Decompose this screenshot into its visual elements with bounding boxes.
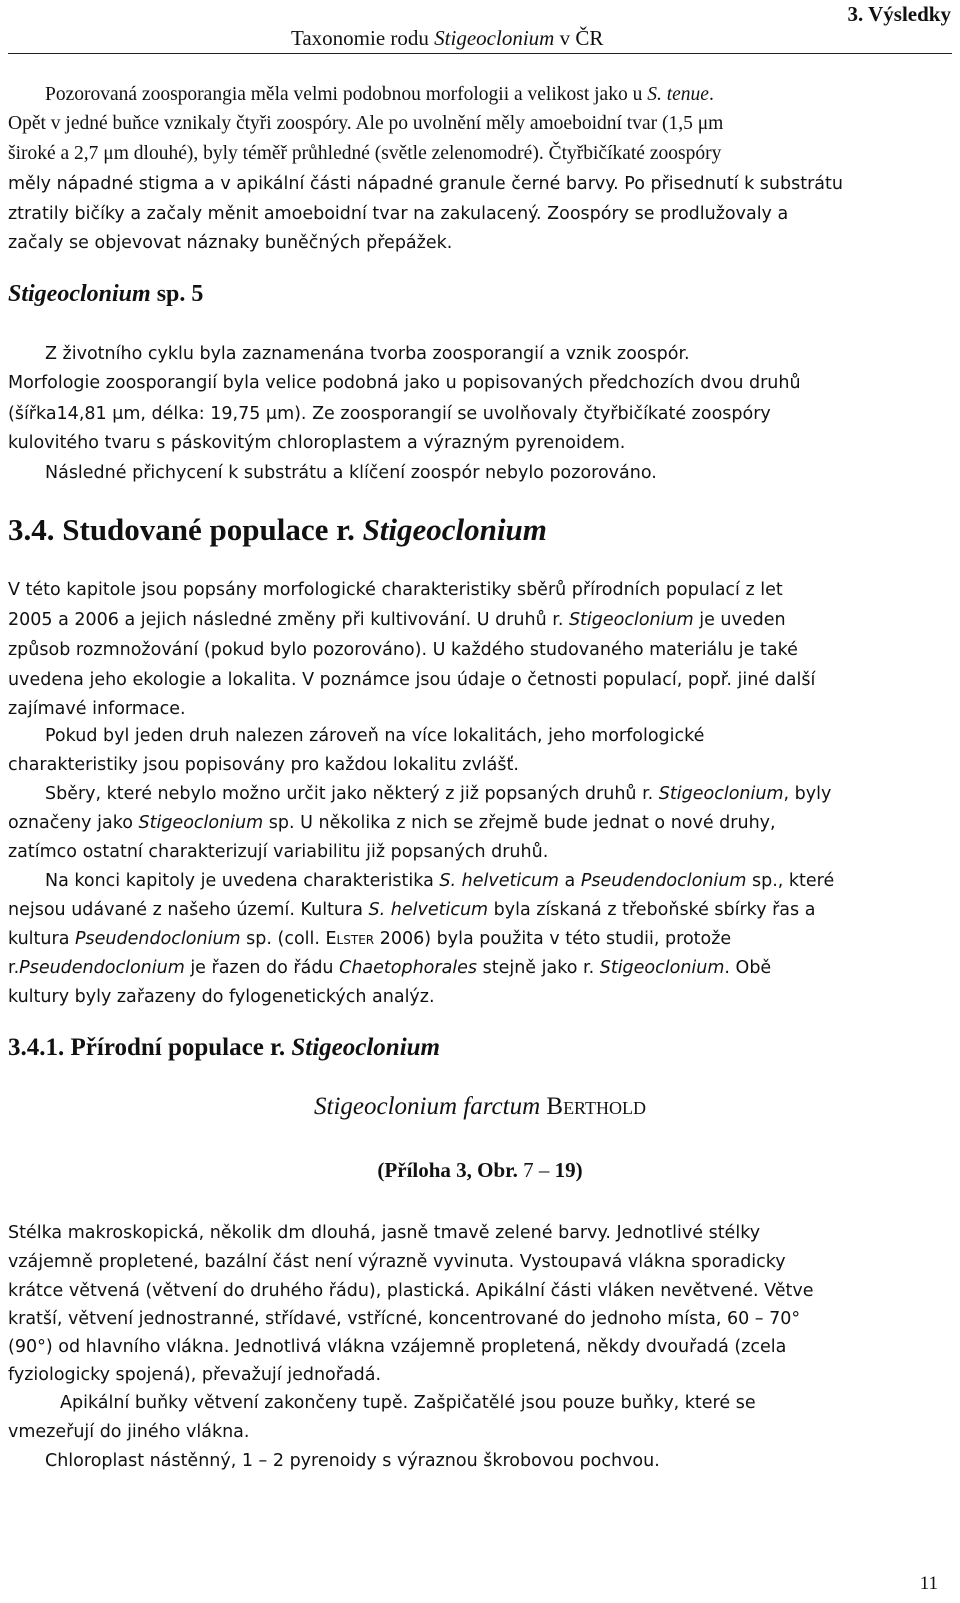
paragraph-line: zajímavé informace. [8, 699, 186, 719]
paragraph-line: kulovitého tvaru s páskovitým chloroplastem a výrazným pyrenoidem. [8, 433, 626, 453]
paragraph-line: r.Pseudendoclonium je řazen do řádu Chaetophorales stejně jako r. Stigeoclonium. Obě [8, 958, 772, 978]
paragraph-line: začaly se objevovat náznaky buněčných přepážek. [8, 233, 453, 253]
header-divider [8, 53, 952, 54]
paragraph-line: Pokud byl jeden druh nalezen zároveň na více lokalitách, jeho morfologické [45, 726, 705, 746]
species-title: Stigeoclonium farctum Berthold [314, 1093, 646, 1120]
paragraph-line: krátce větvená (větvení do druhého řádu), plastická. Apikální části vláken nevětvené. Větve [8, 1281, 814, 1301]
paragraph-line: Morfologie zoosporangií byla velice podobná jako u popisovaných předchozích dvou druhů [8, 373, 801, 393]
paragraph-line: V této kapitole jsou popsány morfologické charakteristiky sběrů přírodních populací z let [8, 580, 783, 600]
header-text: Taxonomie rodu [291, 26, 435, 50]
paragraph-line: zatímco ostatní charakterizují variabilitu již popsaných druhů. [8, 842, 549, 862]
paragraph-line: Stélka makroskopická, několik dm dlouhá, jasně tmavě zelené barvy. Jednotlivé stélky [8, 1223, 761, 1243]
paragraph-line: Z životního cyklu byla zaznamenána tvorba zoosporangií a vznik zoospór. [45, 344, 690, 364]
paragraph-line: kultury byly zařazeny do fylogenetických analýz. [8, 987, 435, 1007]
paragraph-line: nejsou udávané z našeho území. Kultura S. helveticum byla získaná z třeboňské sbírky řas a [8, 900, 816, 920]
paragraph-line: měly nápadné stigma a v apikální části nápadné granule černé barvy. Po přisednutí k substrátu [8, 174, 843, 194]
paragraph-line: Na konci kapitoly je uvedena charakteristika S. helveticum a Pseudendoclonium sp., které [45, 871, 835, 891]
paragraph-line: vmezeřují do jiného vlákna. [8, 1422, 250, 1442]
page-number: 11 [919, 1573, 938, 1594]
subsection-heading: 3.4.1. Přírodní populace r. Stigeoclonium [8, 1034, 441, 1061]
running-header-section: 3. Výsledky [847, 2, 951, 26]
paragraph-line: označeny jako Stigeoclonium sp. U několika z nich se zřejmě bude jednat o nové druhy, [8, 813, 776, 833]
paragraph-line: Chloroplast nástěnný, 1 – 2 pyrenoidy s výraznou škrobovou pochvou. [45, 1451, 660, 1471]
paragraph-line: Následné přichycení k substrátu a klíčení zoospór nebylo pozorováno. [45, 463, 657, 483]
subsection-heading: Stigeoclonium sp. 5 [8, 281, 204, 307]
paragraph-line: kultura Pseudendoclonium sp. (coll. Elster 2006) byla použita v této studii, protože [8, 929, 732, 949]
paragraph-line: uvedena jeho ekologie a lokalita. V poznámce jsou údaje o četnosti populací, popř. jiné další [8, 670, 816, 690]
header-text-end: v ČR [554, 26, 604, 50]
paragraph-line: 2005 a 2006 a jejich následné změny při kultivování. U druhů r. Stigeoclonium je uveden [8, 610, 786, 630]
paragraph-line: charakteristiky jsou popisovány pro každou lokalitu zvlášť. [8, 755, 519, 775]
paragraph-line: kratší, větvení jednostranné, střídavé, vstřícné, koncentrované do jednoho místa, 60 – 70° [8, 1309, 801, 1329]
paragraph-line: (90°) od hlavního vlákna. Jednotlivá vlákna vzájemně propletená, někdy dvouřadá (zcela [8, 1337, 787, 1357]
paragraph-line: fyziologicky spojená), převažují jednořadá. [8, 1365, 382, 1385]
paragraph-line: Sběry, které nebylo možno určit jako některý z již popsaných druhů r. Stigeoclonium, byly [45, 784, 832, 804]
paragraph-line: vzájemně propletené, bazální část není výrazně vyvinuta. Vystoupavá vlákna sporadicky [8, 1252, 786, 1272]
appendix-reference: (Příloha 3, Obr. 7 – 19) [377, 1158, 583, 1182]
section-heading: 3.4. Studované populace r. Stigeoclonium [8, 512, 547, 547]
header-italic: Stigeoclonium [434, 26, 555, 50]
paragraph-line: (šířka14,81 μm, délka: 19,75 μm). Ze zoosporangií se uvolňovaly čtyřbičíkaté zoospóry [8, 404, 771, 424]
running-header-title [291, 26, 603, 51]
paragraph-line: Opět v jedné buňce vznikaly čtyři zoospóry. Ale po uvolnění měly amoeboidní tvar (1,5 μm [8, 113, 724, 134]
paragraph-line: ztratily bičíky a začaly měnit amoeboidní tvar na zakulacený. Zoospóry se prodlužovaly a [8, 204, 789, 224]
paragraph-line: Apikální buňky větvení zakončeny tupě. Zašpičatělé jsou pouze buňky, které se [60, 1393, 756, 1413]
paragraph-line: široké a 2,7 μm dlouhé), byly téměř průhledné (světle zelenomodré). Čtyřbičíkaté zoospóry [8, 143, 722, 164]
paragraph-line: Pozorovaná zoosporangia měla velmi podobnou morfologii a velikost jako u S. tenue. [45, 84, 714, 105]
paragraph-line: způsob rozmnožování (pokud bylo pozorováno). U každého studovaného materiálu je také [8, 640, 798, 660]
